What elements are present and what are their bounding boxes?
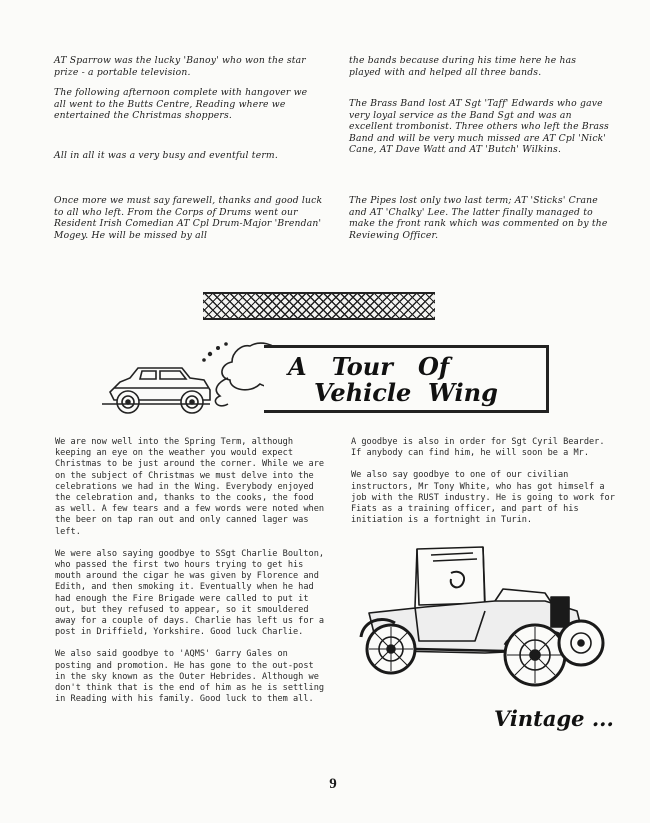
bottom-left-column: [55, 437, 327, 705]
title-line-1: A Tour Of: [288, 352, 450, 381]
top-right-para-2: The Brass Band lost AT Sgt 'Taff' Edwards who gave very loyal service as the Band Sgt and was an excellent trombonist. Three others who left the Brass Band and will be very much missed are AT Cpl 'Nick' Cane, AT Dave Watt and AT 'Butch' Wilkins.: [349, 98, 609, 156]
bottom-right-para-2: We also say goodbye to one of our civilian instructors, Mr Tony White, who has got himself a job with the RUST industry. He is going to work for Fiats as a training officer, and part of his initiation is a fortnight in Turin.: [351, 470, 615, 526]
top-left-para-4: Once more we must say farewell, thanks and good luck to all who left. From the Corps of Drums went our Resident Irish Comedian AT Cpl Drum-Major 'Brendan' Mogey. He will be missed by all: [54, 195, 323, 241]
top-left-para-2: The following afternoon complete with hangover we all went to the Butts Centre, Reading where we entertained the Christmas shoppers.: [54, 87, 308, 122]
title-frame: [264, 345, 549, 413]
top-left-para-3: All in all it was a very busy and eventful term.: [54, 150, 278, 161]
bottom-left-para-2: We were also saying goodbye to SSgt Charlie Boulton, who passed the first two hours trying to get his mouth around the cigar he was given by Florence and Edith, and then smoking it. Eventually when he had had enough the Fire Brigade were called to put it out, but they refused to appear, so it smouldered away for a couple of days. Charlie has left us for a post in Driffield, Yorkshire. Good luck Charlie.: [55, 548, 325, 638]
bottom-right-column: [351, 437, 617, 526]
top-left-para-1: AT Sparrow was the lucky 'Banoy' who won the star prize - a portable television.: [54, 55, 306, 78]
bottom-right-para-1: A goodbye is also in order for Sgt Cyril Bearder. If anybody can find him, he will soon be a Mr.: [351, 437, 605, 459]
top-right-para-1: the bands because during his time here he has played with and helped all three bands.: [349, 55, 577, 78]
vintage-open-tourer-illustration: [355, 545, 610, 695]
title-line-2: Vehicle Wing: [314, 378, 498, 407]
bottom-left-para-3: We also said goodbye to 'AQMS' Garry Gales on posting and promotion. He has gone to the out-post in the sky known as the Outer Hebrides. Although we don't think that is the end of him as he is settling in Reading with his family. Good luck to them all.: [55, 649, 325, 705]
page-number: 9: [329, 776, 337, 792]
vintage-caption: Vintage ...: [494, 706, 614, 731]
top-right-para-3: The Pipes lost only two last term; AT 'Sticks' Crane and AT 'Chalky' Lee. The latter finally managed to make the front rank which was commented on by the Reviewing Officer.: [349, 195, 608, 241]
bottom-left-para-1: We are now well into the Spring Term, although keeping an eye on the weather you would expect Christmas to be just around the corner. While we are on the subject of Christmas we must delve into the celebrations we had in the Wing. Everybody enjoyed the celebration and, thanks to the cooks, the food as well. A few tears and a few words were noted when the beer on tap ran out and only canned lager was left.: [55, 437, 325, 537]
decorative-lattice-band: [203, 292, 435, 320]
